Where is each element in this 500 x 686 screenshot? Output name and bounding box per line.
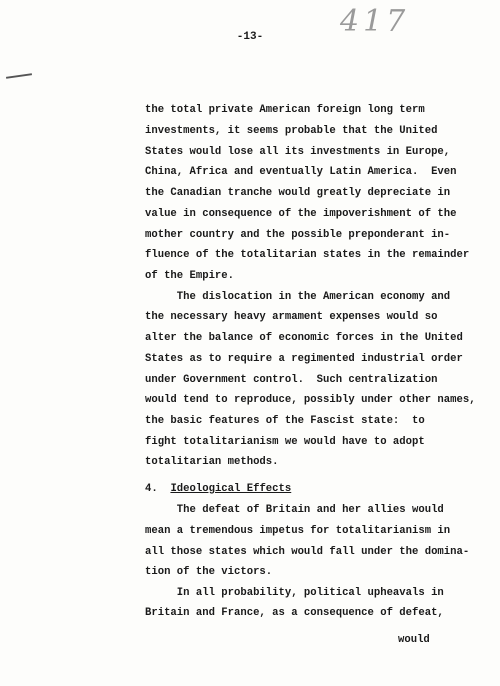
text-line: States as to require a regimented industrial order [145, 353, 463, 365]
page-number: -13- [236, 31, 264, 43]
text-line: all those states which would fall under the domina- [145, 546, 470, 558]
text-line: of the Empire. [145, 270, 235, 282]
catchword: would [398, 634, 430, 646]
text-line: Britain and France, as a consequence of defeat, [145, 607, 444, 619]
text-line: totalitarian methods. [145, 456, 279, 468]
text-line: The defeat of Britain and her allies would [145, 504, 444, 516]
section-title: Ideological Effects [170, 483, 292, 495]
section-heading [145, 483, 291, 495]
margin-mark [6, 73, 32, 79]
text-line: fight totalitarianism we would have to adopt [145, 436, 425, 448]
text-line: the total private American foreign long term [145, 104, 425, 116]
text-line: fluence of the totalitarian states in the remainder [145, 249, 470, 261]
text-line: under Government control. Such centralization [145, 374, 438, 386]
text-line: the necessary heavy armament expenses would so [145, 311, 438, 323]
text-line: value in consequence of the impoverishment of the [145, 208, 457, 220]
text-line: mean a tremendous impetus for totalitarianism in [145, 525, 451, 537]
text-line: The dislocation in the American economy and [145, 291, 451, 303]
section-number: 4. [145, 483, 158, 495]
handwritten-page-annotation: 417 [340, 4, 410, 39]
text-line: the Canadian tranche would greatly depreciate in [145, 187, 451, 199]
text-line: States would lose all its investments in Europe, [145, 146, 451, 158]
text-line: would tend to reproduce, possibly under other names, [145, 394, 476, 406]
text-line: tion of the victors. [145, 566, 273, 578]
text-line: In all probability, political upheavals in [145, 587, 444, 599]
text-line: mother country and the possible preponderant in- [145, 229, 451, 241]
text-line: the basic features of the Fascist state: to [145, 415, 425, 427]
text-line: investments, it seems probable that the United [145, 125, 438, 137]
text-line: alter the balance of economic forces in the United [145, 332, 463, 344]
text-line: China, Africa and eventually Latin America. Even [145, 166, 457, 178]
